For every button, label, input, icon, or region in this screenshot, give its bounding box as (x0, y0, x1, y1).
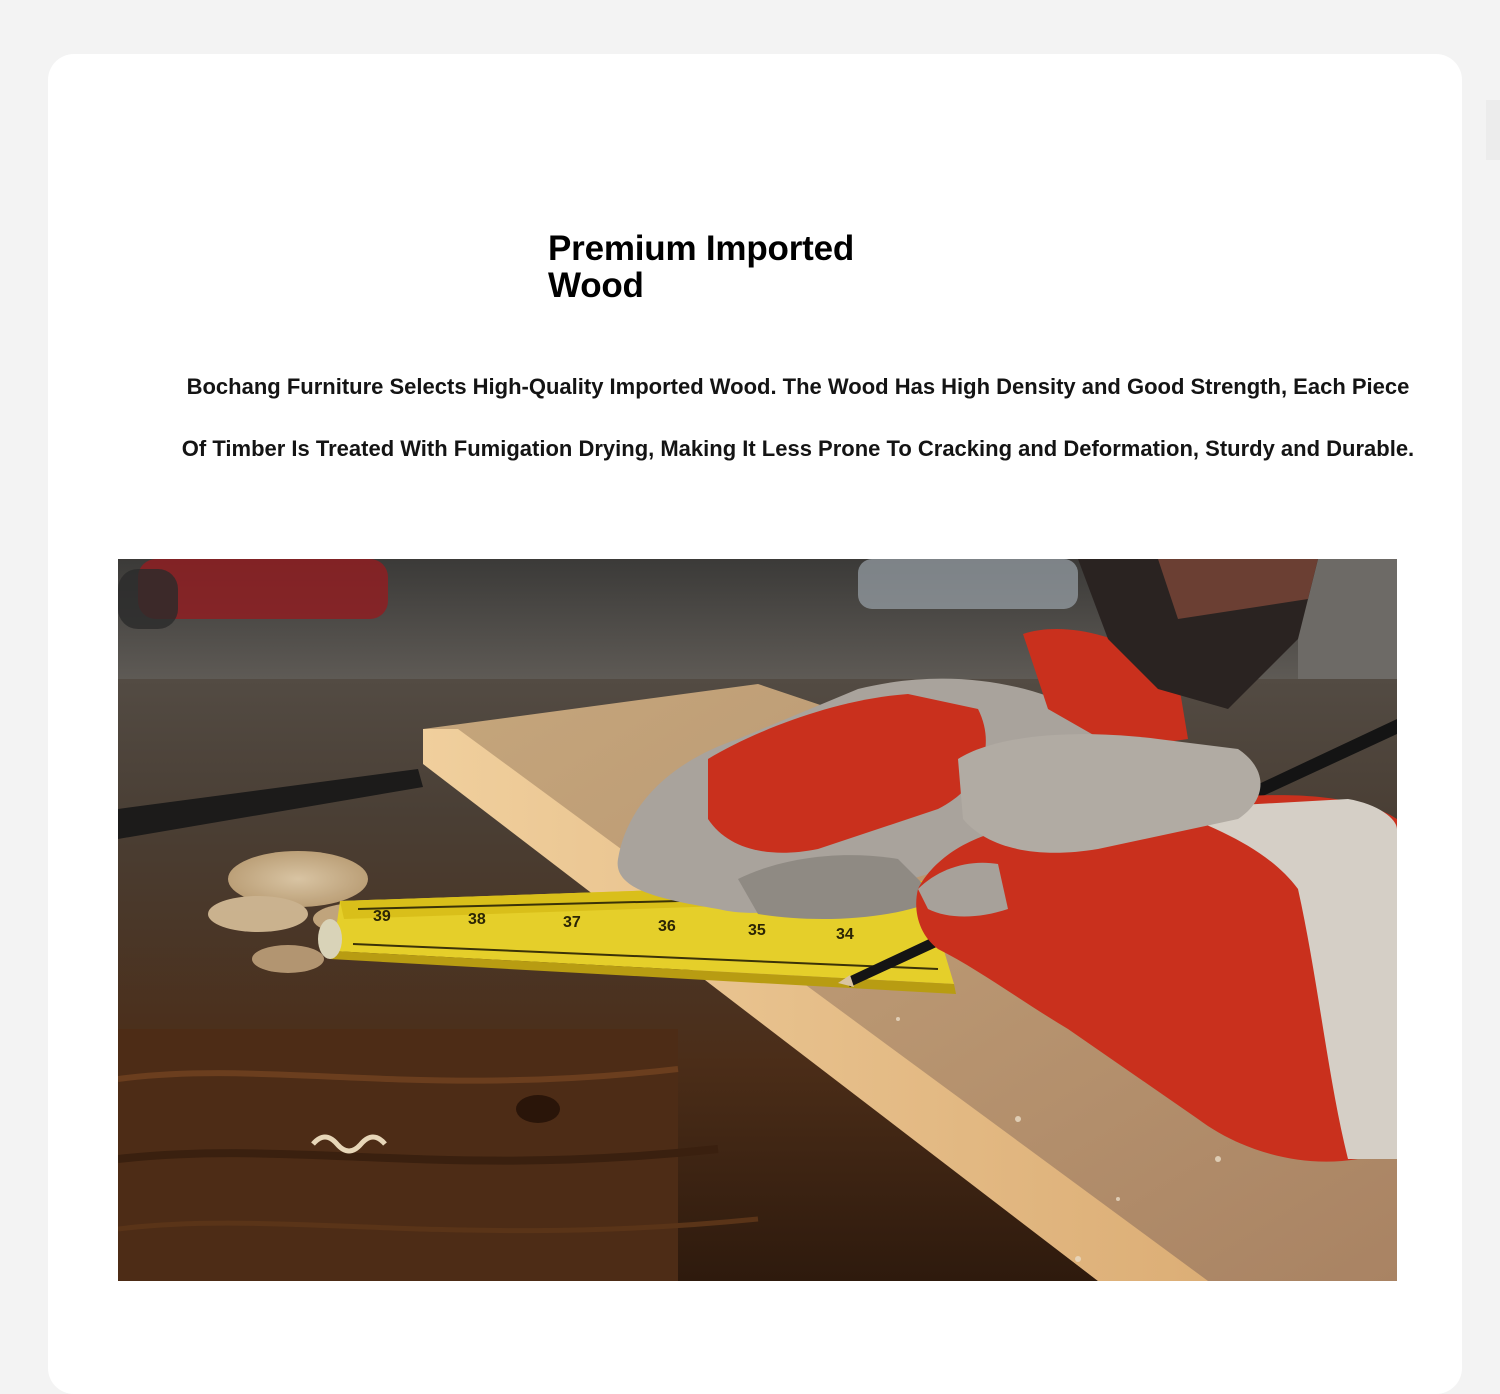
svg-text:39: 39 (373, 908, 391, 925)
description-line-1: Bochang Furniture Selects High-Quality Imported Wood. The Wood Has High Density and Good Strength, Each Piece (186, 374, 1410, 399)
page-edge (1486, 100, 1500, 160)
svg-text:34: 34 (836, 926, 854, 943)
svg-text:38: 38 (468, 911, 486, 928)
svg-text:36: 36 (658, 918, 676, 935)
svg-text:37: 37 (563, 914, 581, 931)
section-title-line-2: Wood (548, 266, 644, 305)
content-card (48, 54, 1462, 1394)
svg-text:35: 35 (748, 922, 766, 939)
description-line-2: Of Timber Is Treated With Fumigation Drying, Making It Less Prone To Cracking and Deformation, Sturdy and Durable. (181, 436, 1415, 461)
section-description (118, 356, 1462, 480)
section-title-line-1: Premium Imported (548, 229, 855, 268)
woodworking-photo (118, 559, 1397, 1281)
section-title (548, 230, 854, 304)
